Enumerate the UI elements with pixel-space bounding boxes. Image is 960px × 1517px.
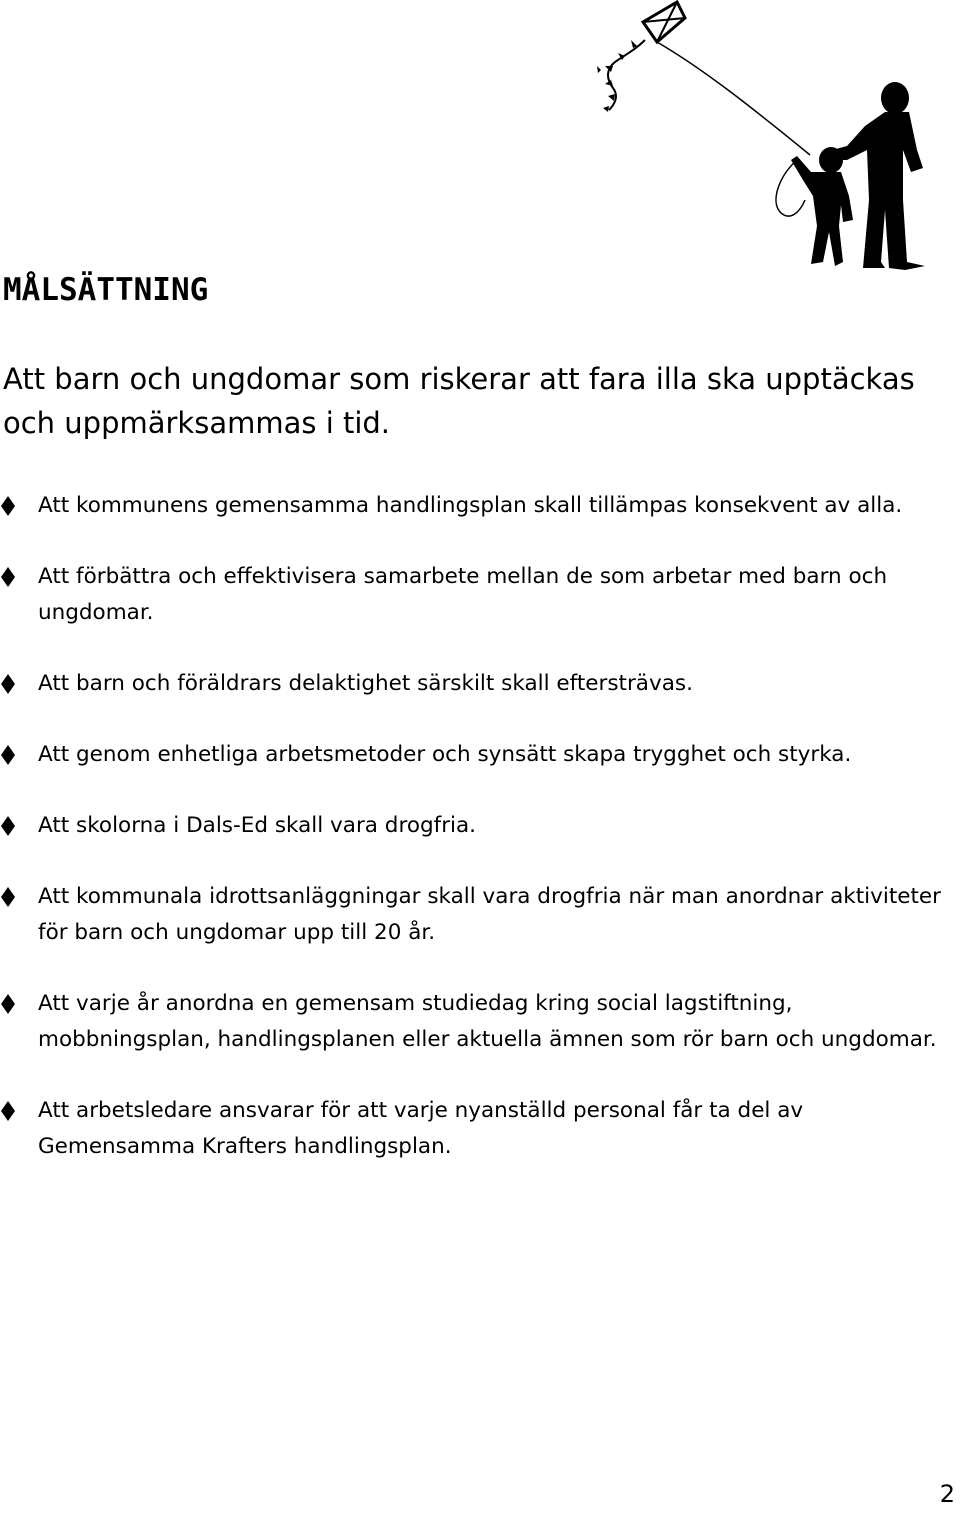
page-heading: MÅLSÄTTNING: [3, 272, 209, 308]
bullet-text: Att arbetsledare ansvarar för att varje nyanställd personal får ta del av Gemensamma Krafters handlingsplan.: [38, 1098, 804, 1159]
diamond-bullet-icon: [1, 887, 15, 907]
bullet-item: [0, 488, 948, 524]
bullet-text: Att skolorna i Dals-Ed skall vara drogfria.: [38, 813, 477, 838]
kite-tail-icon: [597, 40, 645, 112]
goal-statement: Att barn och ungdomar som riskerar att fara illa ska upptäckas och uppmärksammas i tid.: [3, 362, 915, 440]
diamond-bullet-icon: [1, 816, 15, 836]
bullet-item: [0, 879, 948, 951]
diamond-bullet-icon: [1, 745, 15, 765]
bullet-item: [0, 559, 948, 631]
diamond-bullet-icon: [1, 496, 15, 516]
bullet-item: [0, 666, 948, 702]
page-number: 2: [939, 1480, 955, 1508]
kite-silhouette-illustration: [585, 0, 935, 275]
bullet-text: Att kommunens gemensamma handlingsplan skall tillämpas konsekvent av alla.: [38, 493, 903, 518]
diamond-bullet-icon: [1, 567, 15, 587]
bullet-text: Att genom enhetliga arbetsmetoder och synsätt skapa trygghet och styrka.: [38, 742, 852, 767]
kite-icon: [643, 2, 685, 42]
diamond-bullet-icon: [1, 994, 15, 1014]
bullet-item: [0, 1093, 948, 1165]
bullet-text: Att förbättra och effektivisera samarbete mellan de som arbetar med barn och ungdomar.: [38, 564, 888, 625]
child-silhouette-icon: [791, 147, 853, 266]
bullet-item: [0, 737, 948, 773]
bullet-item: [0, 808, 948, 844]
diamond-bullet-icon: [1, 1101, 15, 1121]
bullet-item: [0, 986, 948, 1058]
bullet-text: Att varje år anordna en gemensam studiedag kring social lagstiftning, mobbningsplan, handlingsplanen eller aktuella ämnen som rör barn och ungdomar.: [38, 991, 937, 1052]
bullet-text: Att barn och föräldrars delaktighet särskilt skall eftersträvas.: [38, 671, 693, 696]
diamond-bullet-icon: [1, 674, 15, 694]
bullet-text: Att kommunala idrottsanläggningar skall vara drogfria när man anordnar aktiviteter för barn och ungdomar upp till 20 år.: [38, 884, 941, 945]
goal-bullet-list: [0, 488, 960, 1200]
